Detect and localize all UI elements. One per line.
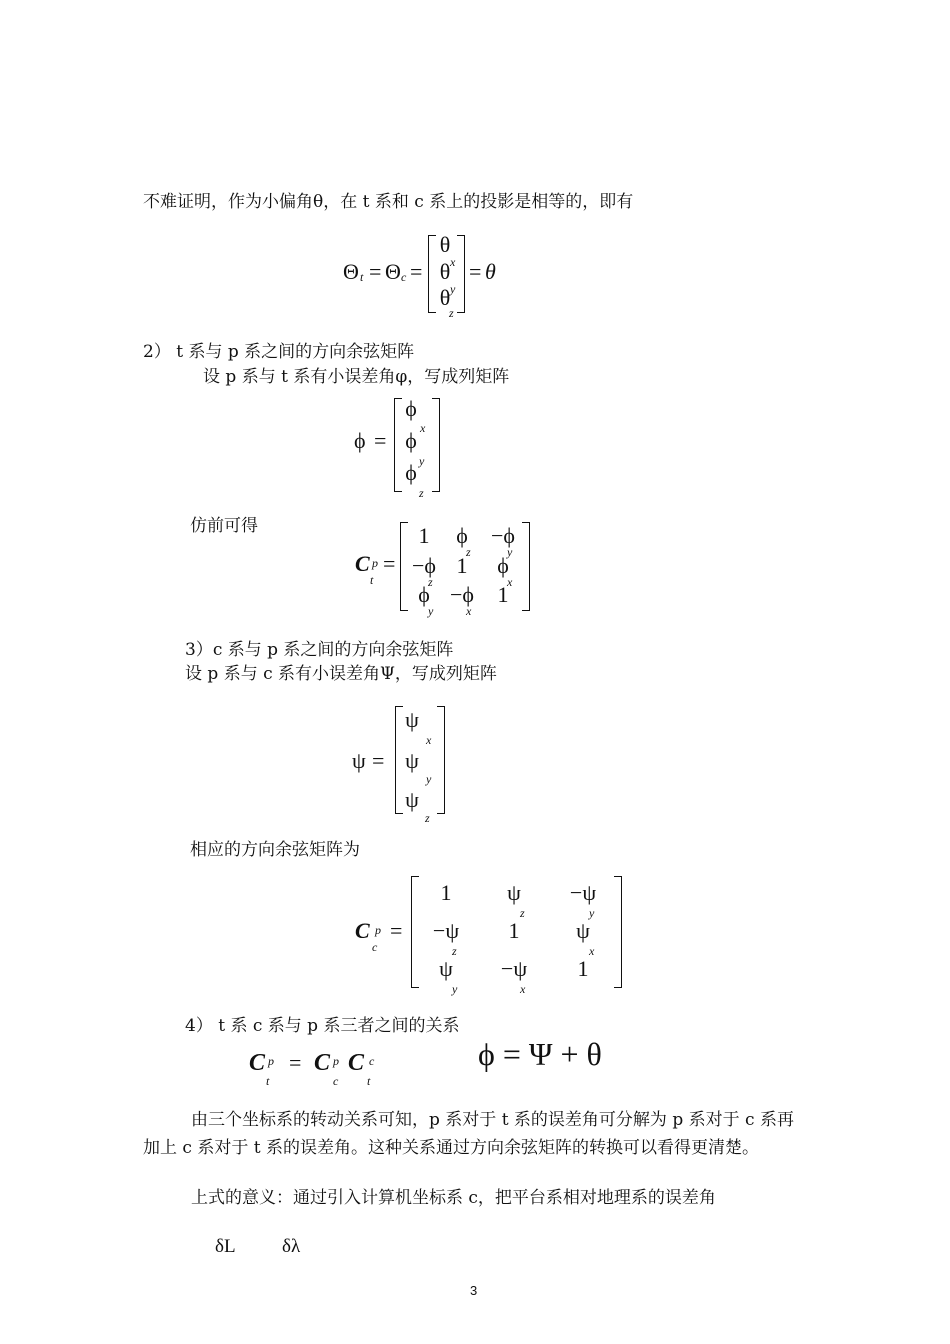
psi-col-sub-2: z (425, 811, 430, 825)
theta-lhs-a: Θ (343, 259, 359, 284)
relation-C3-sup: c (369, 1054, 375, 1068)
ctp-cell-sub-1-0: z (428, 575, 433, 589)
ccp-cell-sub-1-2: x (589, 944, 595, 958)
ctp-cell-1-2: ϕ (497, 553, 509, 578)
section-2-followup: 仿前可得 (190, 516, 258, 536)
theta-sub-b: c (401, 270, 407, 284)
phi-col-0: ϕ (405, 396, 417, 421)
ccp-cell-0-1: ψ (507, 880, 521, 905)
ctp-cell-sub-2-1: x (466, 604, 472, 618)
phi-col-sub-2: z (419, 486, 424, 500)
relation-C2-sup: p (333, 1054, 339, 1068)
theta-col-sub-2: z (449, 306, 454, 320)
section-2-desc: 设 p 系与 t 系有小误差角φ，写成列矩阵 (203, 367, 510, 387)
paragraph-2: 上式的意义：通过引入计算机坐标系 c，把平台系相对地理系的误差角 (191, 1188, 716, 1208)
ctp-cell-2-0: ϕ (418, 582, 430, 607)
ctp-cell-1-0: −ϕ (412, 553, 436, 578)
phi-eq: = (374, 428, 387, 453)
relation-C1-sub: t (266, 1074, 270, 1088)
ccp-C: C (355, 918, 370, 943)
ccp-cell-sub-1-0: z (452, 944, 457, 958)
ccp-cell-2-0: ψ (439, 956, 453, 981)
theta-eq2: = (410, 259, 423, 284)
psi-col-sub-1: y (426, 772, 432, 786)
ctp-cell-sub-0-2: y (507, 545, 513, 559)
ctp-cell-0-1: ϕ (456, 523, 468, 548)
ccp-cell-1-2: ψ (576, 918, 590, 943)
relation-C1-sup: p (268, 1054, 274, 1068)
phi-lhs: ϕ (354, 428, 366, 453)
relation-C2: C (314, 1050, 331, 1076)
theta-lhs-b: Θ (385, 259, 401, 284)
theta-col-sub-0: x (450, 255, 456, 269)
ctp-cell-2-1: −ϕ (450, 582, 474, 607)
relation-C2-sub: c (333, 1074, 339, 1088)
section-2-title: 2） t 系与 p 系之间的方向余弦矩阵 (143, 342, 415, 362)
ctp-C: C (355, 551, 370, 576)
theta-rhs-eq: = (469, 259, 482, 284)
ccp-bracket-right (614, 876, 622, 988)
ccp-bracket-left (411, 876, 419, 988)
phi-col-1: ϕ (405, 428, 417, 453)
ctp-eq: = (383, 551, 396, 576)
delta-L: δL (215, 1236, 236, 1257)
psi-lhs: ψ (352, 748, 366, 773)
ctp-cell-sub-1-2: x (507, 575, 513, 589)
ctp-bracket-right (522, 522, 530, 611)
ccp-cell-sub-2-0: y (452, 982, 458, 996)
ccp-cell-0-0: 1 (440, 880, 452, 905)
ctp-cell-1-1: 1 (456, 553, 468, 578)
psi-col-2: ψ (405, 787, 419, 812)
ccp-eq: = (390, 918, 403, 943)
relation-C1: C (249, 1050, 266, 1076)
ctp-cell-sub-2-0: y (428, 604, 434, 618)
ccp-sup: p (375, 923, 381, 937)
theta-col-2: θ (439, 285, 451, 310)
relation-eq: = (289, 1050, 302, 1075)
section-3-followup: 相应的方向余弦矩阵为 (190, 840, 360, 860)
theta-sub-a: t (360, 270, 364, 284)
relation-C3-sub: t (367, 1074, 371, 1088)
phi-col-sub-0: x (420, 421, 426, 435)
paragraph-1: 由三个坐标系的转动关系可知，p 系对于 t 系的误差角可分解为 p 系对于 c 系再加上 c 系对于 t 系的误差角。这种关系通过方向余弦矩阵的转换可以看得更清楚。 (143, 1110, 794, 1158)
theta-bracket-right (457, 235, 465, 313)
theta-col-sub-1: y (450, 282, 456, 296)
ctp-sup: p (372, 556, 378, 570)
ctp-cell-0-2: −ϕ (491, 523, 515, 548)
ctp-cell-2-2: 1 (497, 582, 509, 607)
section-3-title: 3）c 系与 p 系之间的方向余弦矩阵 (185, 640, 454, 660)
ccp-sub: c (372, 940, 378, 954)
ccp-cell-1-1: 1 (508, 918, 520, 943)
section-4-title: 4） t 系 c 系与 p 系三者之间的关系 (185, 1016, 460, 1036)
theta-rhs: θ (485, 259, 496, 284)
psi-col-0: ψ (405, 707, 419, 732)
ccp-cell-0-2: −ψ (569, 880, 597, 905)
psi-col-sub-0: x (426, 733, 432, 747)
ccp-cell-2-2: 1 (577, 956, 589, 981)
relation-C3: C (348, 1050, 365, 1076)
angle-sum-equation: ϕ = Ψ + θ (478, 1036, 602, 1072)
delta-lambda: δλ (282, 1236, 301, 1257)
ccp-cell-sub-0-1: z (520, 906, 525, 920)
ccp-cell-sub-0-2: y (589, 906, 595, 920)
section-3-desc: 设 p 系与 c 系有小误差角Ψ，写成列矩阵 (185, 664, 497, 684)
theta-eq1: = (369, 259, 382, 284)
phi-col-sub-1: y (419, 454, 425, 468)
phi-bracket-right (432, 398, 440, 492)
ctp-sub: t (370, 573, 374, 587)
page-number: 3 (470, 1283, 478, 1298)
psi-eq: = (372, 748, 385, 773)
psi-col-1: ψ (405, 748, 419, 773)
theta-col-0: θ (439, 232, 451, 257)
theta-col-1: θ (439, 259, 451, 284)
ctp-cell-sub-0-1: z (466, 545, 471, 559)
ccp-cell-2-1: −ψ (500, 956, 528, 981)
intro-text: 不难证明，作为小偏角θ，在 t 系和 c 系上的投影是相等的，即有 (143, 192, 634, 212)
psi-bracket-right (437, 706, 445, 814)
ccp-cell-1-0: −ψ (432, 918, 460, 943)
ctp-cell-0-0: 1 (418, 523, 430, 548)
phi-col-2: ϕ (405, 460, 417, 485)
ccp-cell-sub-2-1: x (520, 982, 526, 996)
